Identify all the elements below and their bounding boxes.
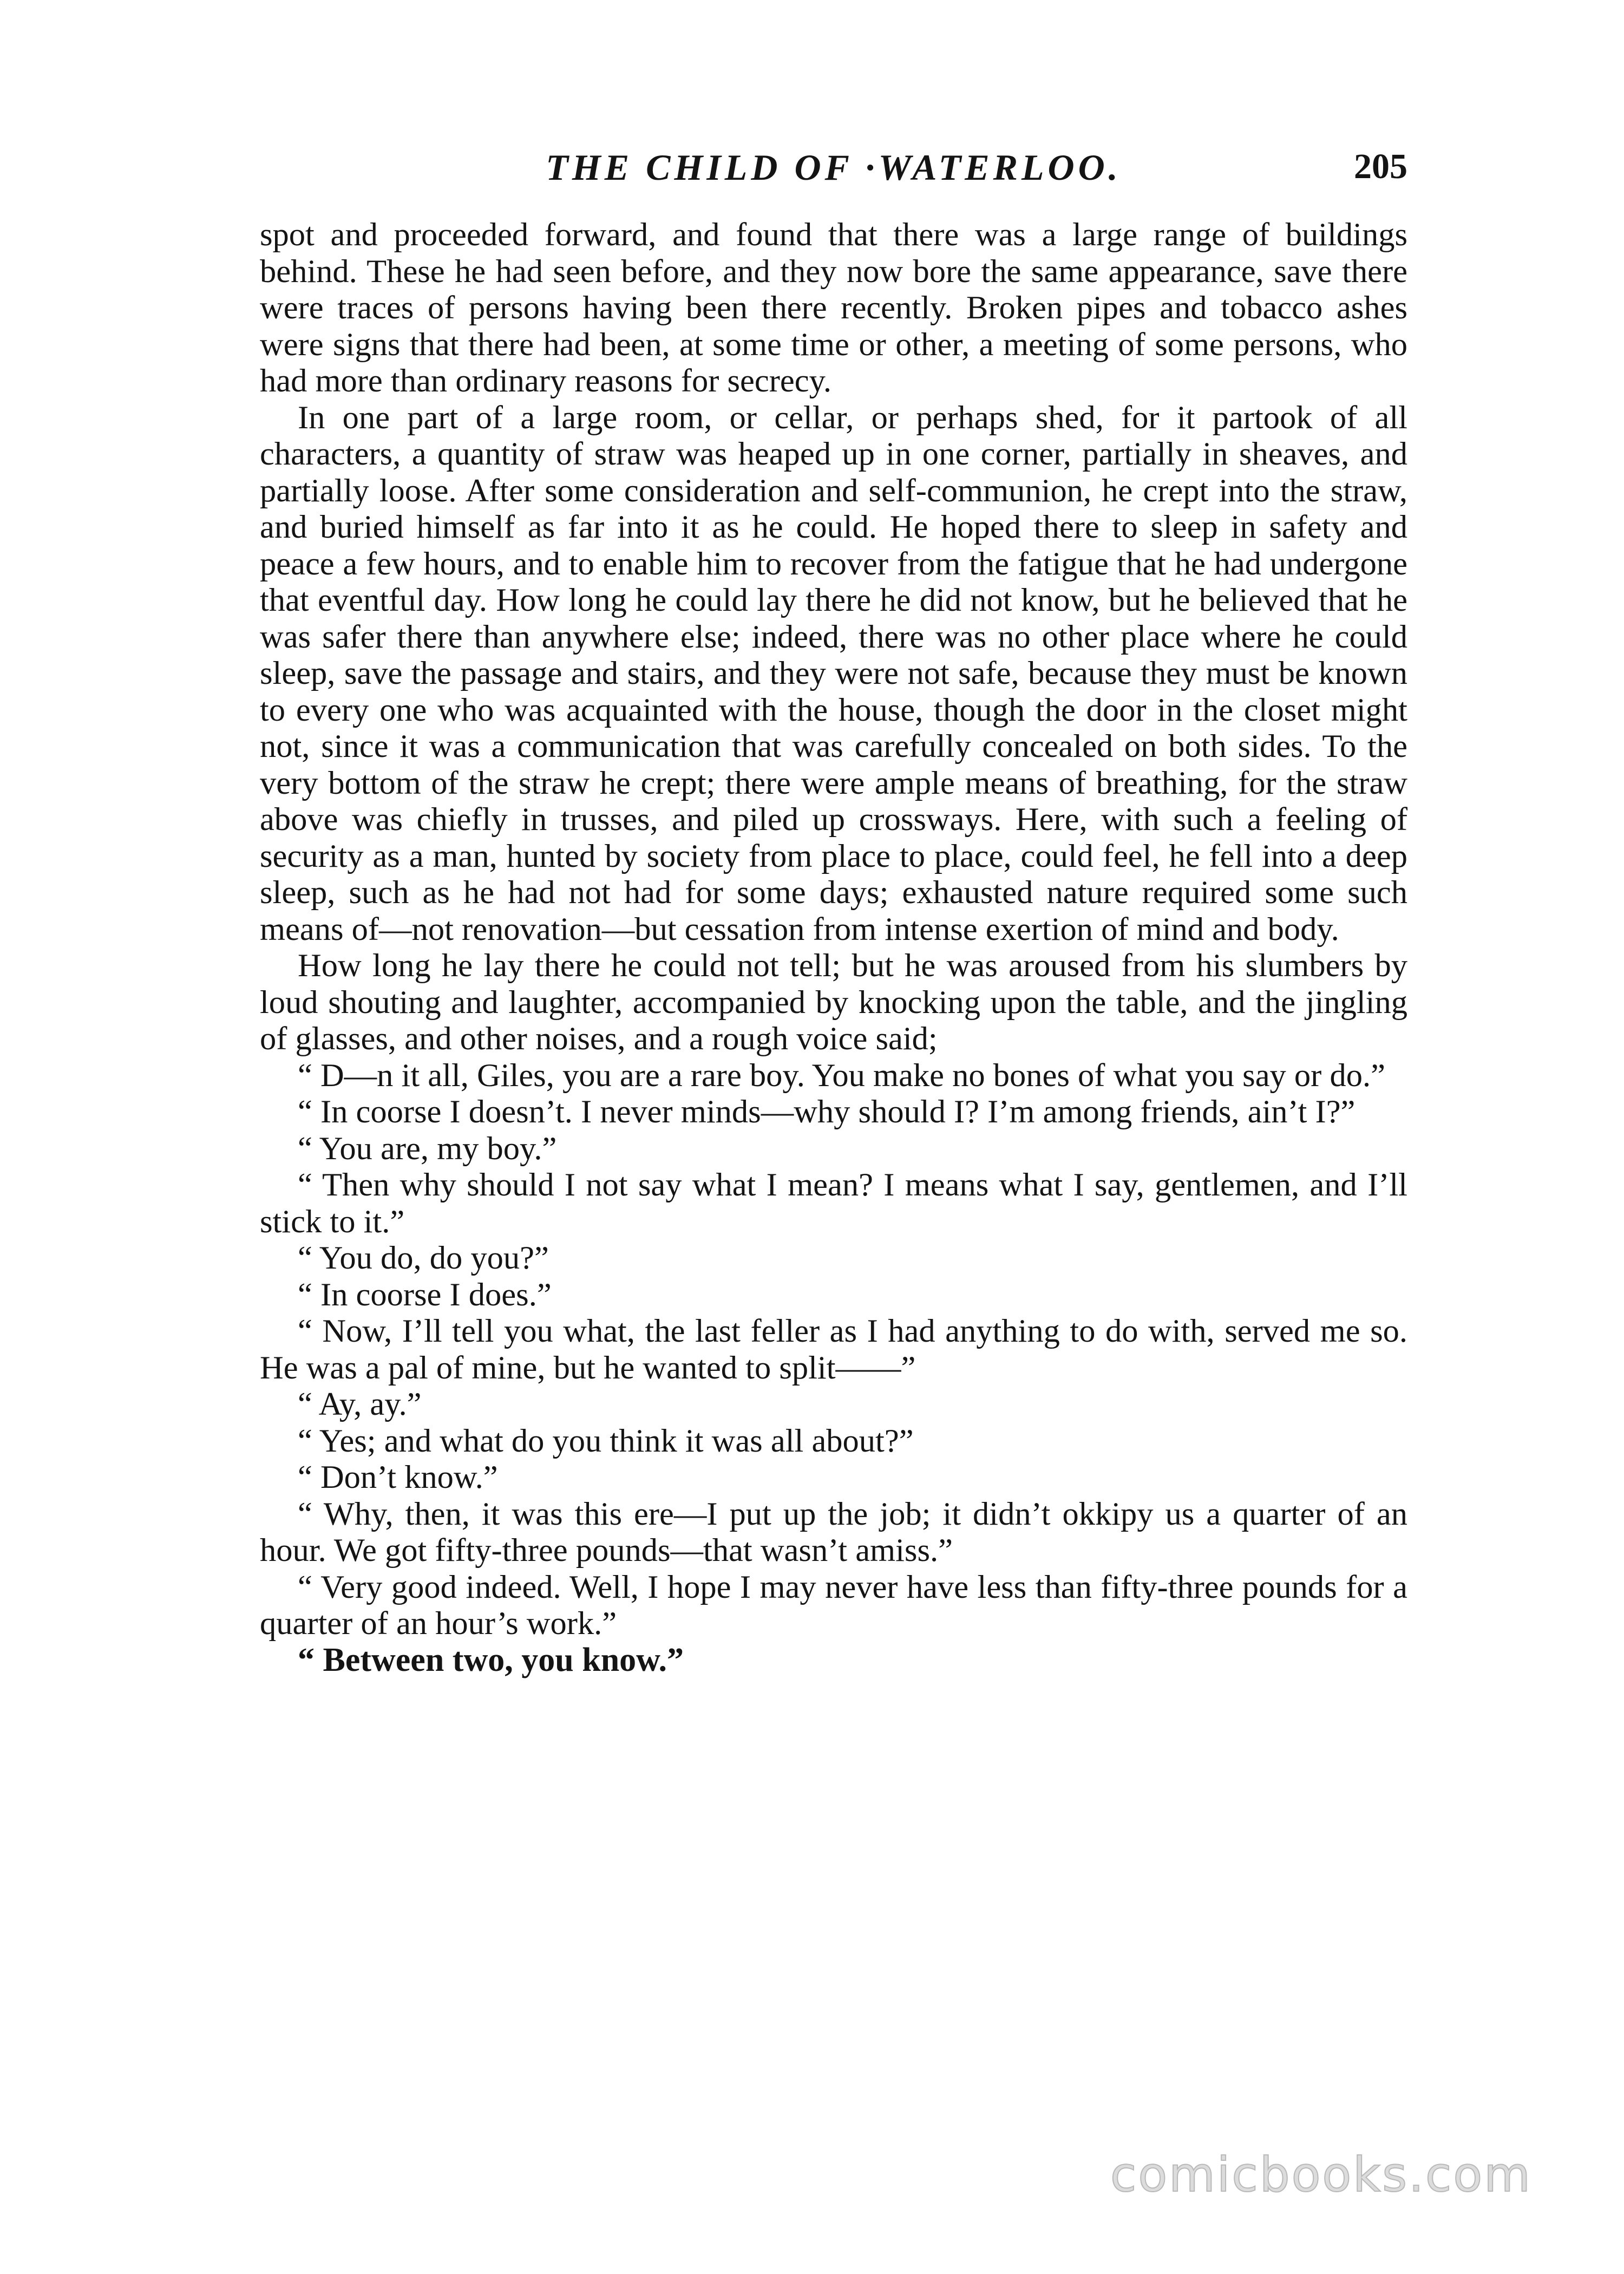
- running-title: THE CHILD OF ·WATERLOO.: [546, 147, 1122, 188]
- paragraph: How long he lay there he could not tell; but he was aroused from his slumbers by loud shouting and laughter, accompanied by knocking upon the table, and the jingling of glasses, and other noises, and a rough voice said;: [260, 948, 1407, 1057]
- dialogue-line: “ In coorse I does.”: [298, 1276, 552, 1313]
- dialogue-line: “ You are, my boy.”: [298, 1130, 557, 1167]
- page-number: 205: [1354, 147, 1407, 186]
- dialogue-line: “ Then why should I not say what I mean? I means what I say, gentlemen, and I’ll stick to it.”: [260, 1167, 1407, 1240]
- dialogue-line: “ You do, do you?”: [298, 1240, 549, 1276]
- page-header: [260, 146, 1407, 206]
- dialogue-line: “ Between two, you know.”: [298, 1641, 684, 1678]
- dialogue-line: “ Why, then, it was this ere—I put up the job; it didn’t okkipy us a quarter of an hour. We got fifty-three pounds—that wasn’t amiss.”: [260, 1495, 1407, 1569]
- dialogue-line: “ Don’t know.”: [298, 1459, 498, 1495]
- paragraph: In one part of a large room, or cellar, or perhaps shed, for it partook of all characters, a quantity of straw was heaped up in one corner, partially in sheaves, and partially loose. After some consideration and self-communion, he crept into the straw, and buried himself as far into it as he could. He hoped there to sleep in safety and peace a few hours, and to enable him to recover from the fatigue that he had undergone that eventful day. How long he could lay there he did not know, but he believed that he was safer there than anywhere else; indeed, there was no other place where he could sleep, save the passage and stairs, and they were not safe, because they must be known to every one who was acquainted with the house, though the door in the closet might not, since it was a communication that was carefully concealed on both sides. To the very bottom of the straw he crept; there were ample means of breathing, for the straw above was chiefly in trusses, and piled up crossways. Here, with such a feeling of security as a man, hunted by society from place to place, could feel, he fell into a deep sleep, such as he had not had for some days; exhausted nature required some such means of—not renovation—but cessation from intense exertion of mind and body.: [260, 399, 1407, 948]
- dialogue-line: “ In coorse I doesn’t. I never minds—why should I? I’m among friends, ain’t I?”: [298, 1094, 1355, 1130]
- site-watermark: comicbooks.com: [1110, 2147, 1532, 2203]
- dialogue-line: “ Now, I’ll tell you what, the last feller as I had anything to do with, served me so. He was a pal of mine, but he wanted to split——”: [260, 1313, 1407, 1386]
- dialogue-line: “ Very good indeed. Well, I hope I may never have less than fifty-three pounds for a quarter of an hour’s work.”: [260, 1569, 1407, 1642]
- paragraph: spot and proceeded forward, and found that there was a large range of buildings behind. These he had seen before, and they now bore the same appearance, save there were traces of persons having been there recently. Broken pipes and tobacco ashes were signs that there had been, at some time or other, a meeting of some persons, who had more than ordinary reasons for secrecy.: [260, 217, 1407, 399]
- book-page: [260, 146, 1407, 1678]
- dialogue-line: “ Yes; and what do you think it was all about?”: [298, 1422, 914, 1459]
- dialogue-line: “ D—n it all, Giles, you are a rare boy. You make no bones of what you say or do.”: [298, 1057, 1385, 1094]
- dialogue-line: “ Ay, ay.”: [298, 1386, 422, 1422]
- body-text: [260, 217, 1407, 1678]
